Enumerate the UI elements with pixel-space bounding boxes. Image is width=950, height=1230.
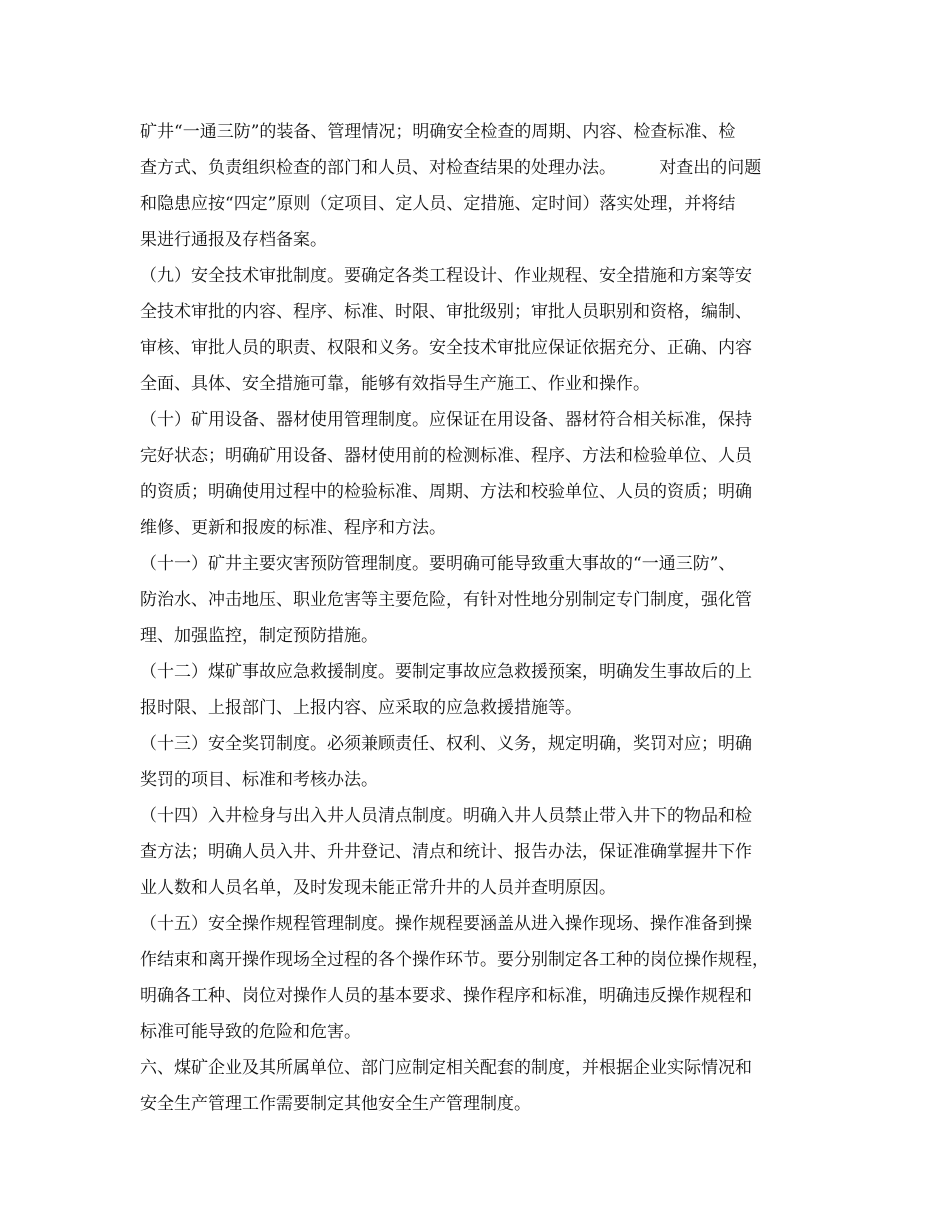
text-line: （十二）煤矿事故应急救援制度。要制定事故应急救援预案，明确发生事故后的上 [140,662,752,682]
text-line: 维修、更新和报废的标准、程序和方法。 [140,518,446,538]
text-line: 全面、具体、安全措施可靠，能够有效指导生产施工、作业和操作。 [140,374,650,394]
text-line: 的资质；明确使用过程中的检验标准、周期、方法和校验单位、人员的资质；明确 [140,482,752,502]
text-line: 查方式、负责组织检查的部门和人员、对检查结果的处理办法。 对查出的问题 [140,158,762,178]
text-line: 理、加强监控，制定预防措施。 [140,626,378,646]
text-line: （十五）安全操作规程管理制度。操作规程要涵盖从进入操作现场、操作准备到操 [140,914,752,934]
text-line: （十四）入井检身与出入井人员清点制度。明确入井人员禁止带入井下的物品和检 [140,806,752,826]
text-line: 审核、审批人员的职责、权限和义务。安全技术审批应保证依据充分、正确、内容 [140,338,752,358]
text-line: 完好状态；明确矿用设备、器材使用前的检测标准、程序、方法和检验单位、人员 [140,446,752,466]
text-line: 六、煤矿企业及其所属单位、部门应制定相关配套的制度，并根据企业实际情况和 [140,1058,752,1078]
text-line: 矿井“一通三防”的装备、管理情况；明确安全检查的周期、内容、检查标准、检 [140,122,736,142]
text-line: （十一）矿井主要灾害预防管理制度。要明确可能导致重大事故的“一通三防”、 [140,554,736,574]
text-line: （十）矿用设备、器材使用管理制度。应保证在用设备、器材符合相关标准，保持 [140,410,752,430]
body-text [140,114,820,1122]
text-line: 和隐患应按“四定”原则（定项目、定人员、定措施、定时间）落实处理，并将结 [140,194,736,214]
text-line: 报时限、上报部门、上报内容、应采取的应急救援措施等。 [140,698,582,718]
text-line: 明确各工种、岗位对操作人员的基本要求、操作程序和标准，明确违反操作规程和 [140,986,752,1006]
text-line: 查方法；明确人员入井、升井登记、清点和统计、报告办法，保证准确掌握井下作 [140,842,752,862]
text-line: 奖罚的项目、标准和考核办法。 [140,770,378,790]
text-line: 标准可能导致的危险和危害。 [140,1022,361,1042]
text-line: 果进行通报及存档备案。 [140,230,327,250]
text-line: 全技术审批的内容、程序、标准、时限、审批级别；审批人员职别和资格，编制、 [140,302,752,322]
text-line: （九）安全技术审批制度。要确定各类工程设计、作业规程、安全措施和方案等安 [140,266,752,286]
text-line: （十三）安全奖罚制度。必须兼顾责任、权利、义务，规定明确，奖罚对应；明确 [140,734,752,754]
text-line: 作结束和离开操作现场全过程的各个操作环节。要分别制定各工种的岗位操作规程， [140,950,769,970]
text-line: 安全生产管理工作需要制定其他安全生产管理制度。 [140,1094,531,1114]
text-line: 业人数和人员名单，及时发现未能正常升井的人员并查明原因。 [140,878,616,898]
text-line: 防治水、冲击地压、职业危害等主要危险，有针对性地分别制定专门制度，强化管 [140,590,752,610]
